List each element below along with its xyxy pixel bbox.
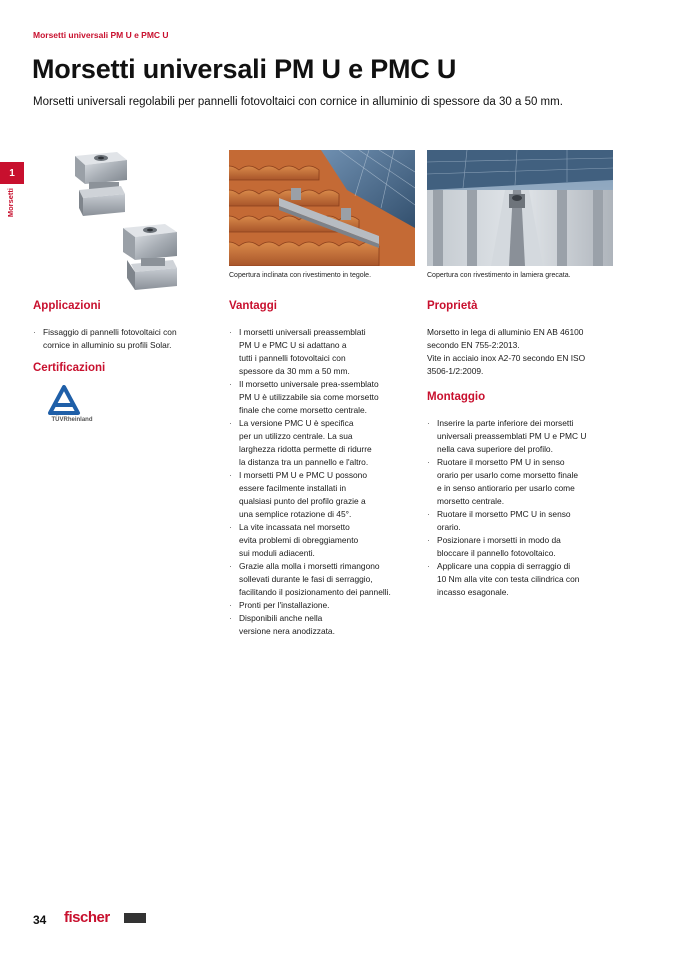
applicazioni-list: [33, 326, 213, 352]
list-item: · Disponibili anche nella versione nera anodizzata.: [229, 612, 419, 638]
list-item: · Il morsetto universale prea-ssemblato PM U è utilizzabile sia come morsetto finale che come morsetto centrale.: [229, 378, 419, 417]
list-item: · Inserire la parte inferiore dei morsetti universali preassemblati PM U e PMC U nella cava superiore del profilo.: [427, 417, 627, 456]
list-item: · La versione PMC U è specifica per un utilizzo centrale. La sua larghezza ridotta permette di ridurre la distanza tra un pannello e l'altro.: [229, 417, 419, 469]
certificazioni-heading: Certificazioni: [33, 362, 106, 374]
page-title: Morsetti universali PM U e PMC U: [32, 54, 457, 84]
proprieta-text: Morsetto in lega di alluminio EN AB 46100 secondo EN 755-2:2013. Vite in acciaio inox A2-70 secondo EN ISO 3506-1/2:2009.: [427, 327, 586, 376]
fischer-logo: fischer: [64, 909, 110, 926]
tuv-logo-text: TÜVRheinland: [51, 417, 93, 423]
list-item: · I morsetti PM U e PMC U possono essere facilmente installati in qualsiasi punto del profilo grazie a una semplice rotazione di 45°.: [229, 469, 419, 521]
list-item: · Ruotare il morsetto PMC U in senso orario.: [427, 508, 627, 534]
list-item: · La vite incassata nel morsetto evita problemi di obreggiamento sui moduli adiacenti.: [229, 521, 419, 560]
list-item: · Fissaggio di pannelli fotovoltaici con cornice in alluminio su profili Solar.: [33, 326, 213, 352]
proprieta-heading: Proprietà: [427, 300, 478, 312]
chapter-tab-number: 1: [0, 162, 24, 184]
vantaggi-heading: Vantaggi: [229, 300, 277, 312]
roof-photo-caption: Copertura inclinata con rivestimento in tegole.: [229, 272, 372, 279]
tuv-rheinland-logo: [46, 385, 98, 429]
list-item: · Pronti per l'installazione.: [229, 599, 419, 612]
list-item: · Grazie alla molla i morsetti rimangono sollevati durante le fasi di serraggio, facilitando il posizionamento dei pannelli.: [229, 560, 419, 599]
applicazioni-heading: Applicazioni: [33, 300, 101, 312]
product-clamps-image: [55, 148, 205, 298]
chapter-tab-label: [6, 188, 18, 228]
vantaggi-list: [229, 326, 419, 638]
metal-photo-caption: Copertura con rivestimento in lamiera grecata.: [427, 272, 571, 279]
metal-roof-photo: [427, 150, 613, 266]
page-number: 34: [33, 913, 47, 927]
list-item: · Posizionare i morsetti in modo da bloccare il pannello fotovoltaico.: [427, 534, 627, 560]
chapter-tab-label-text: Morsetti: [6, 188, 15, 218]
running-head: Morsetti universali PM U e PMC U: [33, 30, 169, 40]
fischer-logo-mark: [124, 913, 146, 923]
list-item: · Applicare una coppia di serraggio di 10 Nm alla vite con testa cilindrica con incasso esagonale.: [427, 560, 627, 599]
list-item: · Ruotare il morsetto PM U in senso orario per usarlo come morsetto finale e in senso antiorario per usarlo come morsetto centrale.: [427, 456, 627, 508]
montaggio-heading: Montaggio: [427, 391, 486, 403]
list-item: · I morsetti universali preassemblati PM U e PMC U si adattano a tutti i pannelli fotovoltaici con spessore da 30 mm a 50 mm.: [229, 326, 419, 378]
montaggio-list: [427, 417, 627, 599]
page-subtitle: Morsetti universali regolabili per pannelli fotovoltaici con cornice in alluminio di spessore da 30 a 50 mm.: [33, 96, 563, 108]
tiled-roof-photo: [229, 150, 415, 266]
